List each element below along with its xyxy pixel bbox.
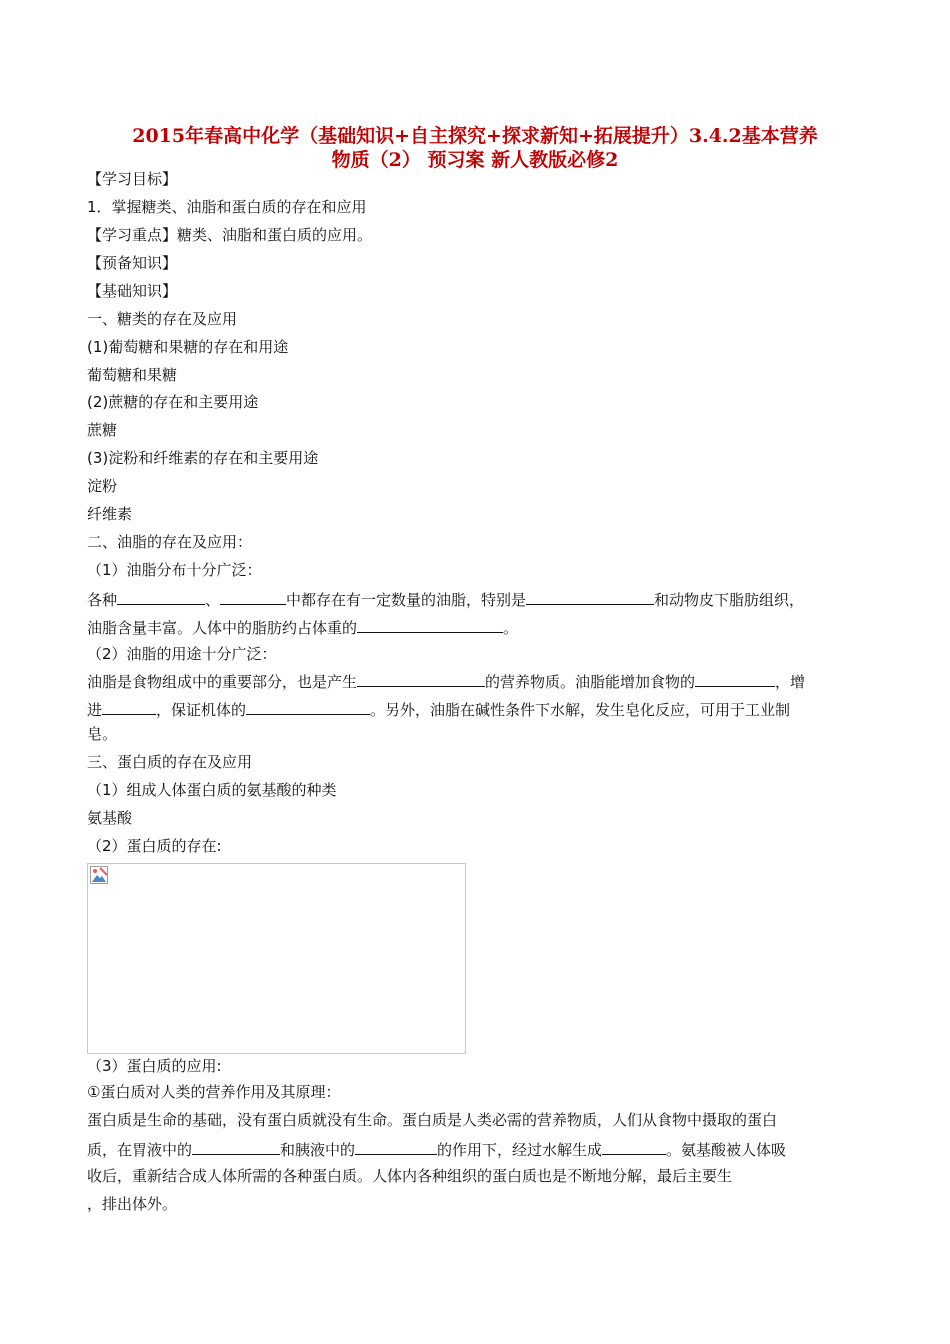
text-starch: 淀粉 [87,477,118,495]
answer-blank[interactable] [357,670,485,687]
text-protein-excretion: ，排出体外。 [87,1195,178,1213]
text-segment: ，增 [775,673,806,691]
fill-line-oil-uses-1 [87,670,876,692]
subsection-3-3: （3）蛋白质的应用: [87,1057,222,1075]
subsection-1-2: (2)蔗糖的存在和主要用途 [87,393,259,411]
text-segment: 质，在胃液中的 [87,1141,193,1159]
answer-blank[interactable] [355,1138,437,1155]
text-segment: 的营养物质。油脂能增加食物的 [485,673,696,691]
answer-blank[interactable] [357,616,503,633]
answer-blank[interactable] [192,1138,280,1155]
heading-prior-knowledge: 【预备知识】 [87,254,178,272]
answer-blank[interactable] [246,698,370,715]
subsection-3-1: （1）组成人体蛋白质的氨基酸的种类 [87,781,337,799]
subsection-1-1: (1)葡萄糖和果糖的存在和用途 [87,338,289,356]
text-sucrose: 蔗糖 [87,421,118,439]
section-1-heading: 一、糖类的存在及应用 [87,310,238,328]
text-segment: 进 [87,701,103,719]
answer-blank[interactable] [117,588,205,605]
answer-blank[interactable] [695,670,775,687]
document-title-line-1: 2015年春高中化学（基础知识+自主探究+探求新知+拓展提升）3.4.2基本营养 [132,125,818,147]
text-segment: 、 [205,591,221,609]
text-glucose-fructose: 葡萄糖和果糖 [87,366,178,384]
section-2-heading: 二、油脂的存在及应用： [87,533,253,551]
document-title-line-2: 物质（2） 预习案 新人教版必修2 [331,149,619,171]
text-cellulose: 纤维素 [87,505,133,523]
fill-line-oil-distribution [87,588,876,610]
text-segment: 。氨基酸被人体吸 [666,1141,787,1159]
subsection-2-2: （2）油脂的用途十分广泛： [87,645,277,663]
text-soap: 皂。 [87,725,118,743]
fill-line-oil-uses-2 [87,698,876,720]
subsection-3-2: （2）蛋白质的存在: [87,837,222,855]
broken-image-placeholder [87,863,466,1054]
text-segment: 的作用下，经过水解生成 [437,1141,603,1159]
fill-line-protein-digestion [87,1138,876,1160]
answer-blank[interactable] [220,588,286,605]
text-segment: 各种 [87,591,118,609]
text-segment: 。 [503,619,519,637]
answer-blank[interactable] [526,588,654,605]
text-protein-basis: 蛋白质是生命的基础，没有蛋白质就没有生命。蛋白质是人类必需的营养物质，人们从食物中摄取的蛋白 [87,1111,778,1129]
text-protein-absorption: 收后，重新结合成人体所需的各种蛋白质。人体内各种组织的蛋白质也是不断地分解，最后主要生 [87,1167,733,1185]
text-segment: 和动物皮下脂肪组织， [654,591,805,609]
broken-image-icon [90,866,108,884]
heading-basic-knowledge: 【基础知识】 [87,282,178,300]
text-segment: 中都存在有一定数量的油脂，特别是 [286,591,527,609]
subsection-2-1: （1）油脂分布十分广泛： [87,561,262,579]
answer-blank[interactable] [602,1138,666,1155]
subsection-1-3: (3)淀粉和纤维素的存在和主要用途 [87,449,319,467]
goal-item-1: 1．掌握糖类、油脂和蛋白质的存在和应用 [87,198,367,216]
text-amino-acids: 氨基酸 [87,809,133,827]
text-segment: 油脂是食物组成中的重要部分，也是产生 [87,673,358,691]
answer-blank[interactable] [102,698,156,715]
heading-learning-goals: 【学习目标】 [87,170,178,188]
item-protein-nutrition: ①蛋白质对人类的营养作用及其原理： [87,1083,341,1101]
text-segment: ，保证机体的 [156,701,247,719]
heading-key-points: 【学习重点】糖类、油脂和蛋白质的应用。 [87,226,373,244]
text-segment: 和胰液中的 [280,1141,356,1159]
text-segment: 油脂含量丰富。人体中的脂肪约占体重的 [87,619,358,637]
fill-line-body-fat [87,616,876,638]
section-3-heading: 三、蛋白质的存在及应用 [87,753,253,771]
text-segment: 。另外，油脂在碱性条件下水解，发生皂化反应，可用于工业制 [370,701,791,719]
